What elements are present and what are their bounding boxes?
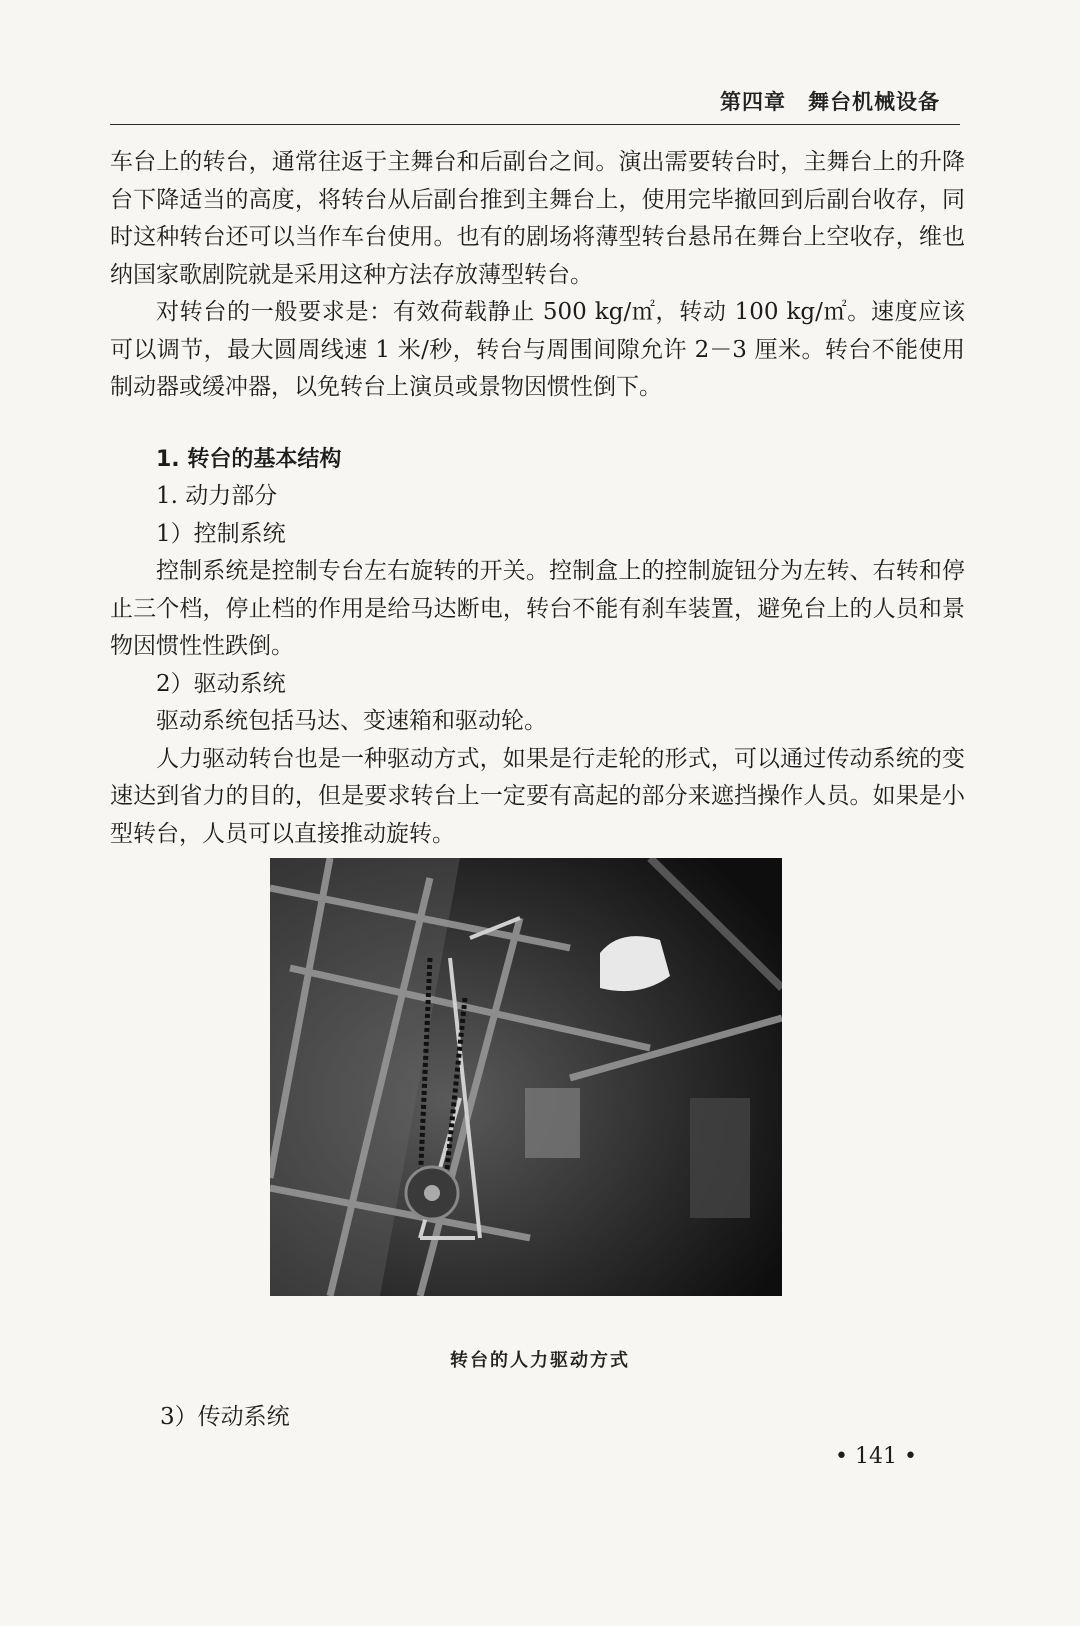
subsection-title: 1. 动力部分 <box>156 483 278 509</box>
item-2-title: 2）驱动系统 <box>156 670 286 697</box>
header-text <box>720 86 940 116</box>
page-number: • 141 • <box>835 1444 917 1469</box>
item-2-text-1: 驱动系统包括马达、变速箱和驱动轮。 <box>156 708 547 734</box>
paragraph-1: 车台上的转台，通常往返于主舞台和后副台之间。演出需要转台时，主舞台上的升降台下降适当的高度，将转台从后副台推到主舞台上，使用完毕撤回到后副台收存，同时这种转台还可以当作车台使用。也有的剧场将薄型转台悬吊在舞台上空收存，维也纳国家歌剧院就是采用这种方法存放薄型转台。 <box>110 149 965 288</box>
page-body <box>110 144 965 853</box>
section-heading: 1. 转台的基本结构 <box>156 446 342 472</box>
item-1-text: 控制系统是控制专台左右旋转的开关。控制盒上的控制旋钮分为左转、右转和停止三个档，停止档的作用是给马达断电，转台不能有刹车装置，避免台上的人员和景物因惯性性跌倒。 <box>110 558 965 659</box>
item-2-text-2: 人力驱动转台也是一种驱动方式，如果是行走轮的形式，可以通过传动系统的变速达到省力的目的，但是要求转台上一定要有高起的部分来遮挡操作人员。如果是小型转台，人员可以直接推动旋转。 <box>110 745 965 847</box>
item-1-title: 1）控制系统 <box>156 520 286 547</box>
paragraph-2: 对转台的一般要求是：有效荷载静止 500 kg/㎡，转动 100 kg/㎡。速度应该可以调节，最大圆周线速 1 米/秒，转台与周围间隙允许 2－3 厘米。转台不能使用制动器或缓冲器，以免转台上演员或景物因惯性倒下。 <box>110 299 965 400</box>
figure-caption: 转台的人力驱动方式 <box>450 1350 630 1371</box>
item-3-title: 3）传动系统 <box>160 1404 290 1430</box>
chapter-label: 第四章 <box>720 90 786 114</box>
chapter-title: 舞台机械设备 <box>808 90 940 114</box>
figure-photo <box>270 858 782 1296</box>
running-header <box>110 78 960 125</box>
photo-illustration <box>270 858 782 1296</box>
